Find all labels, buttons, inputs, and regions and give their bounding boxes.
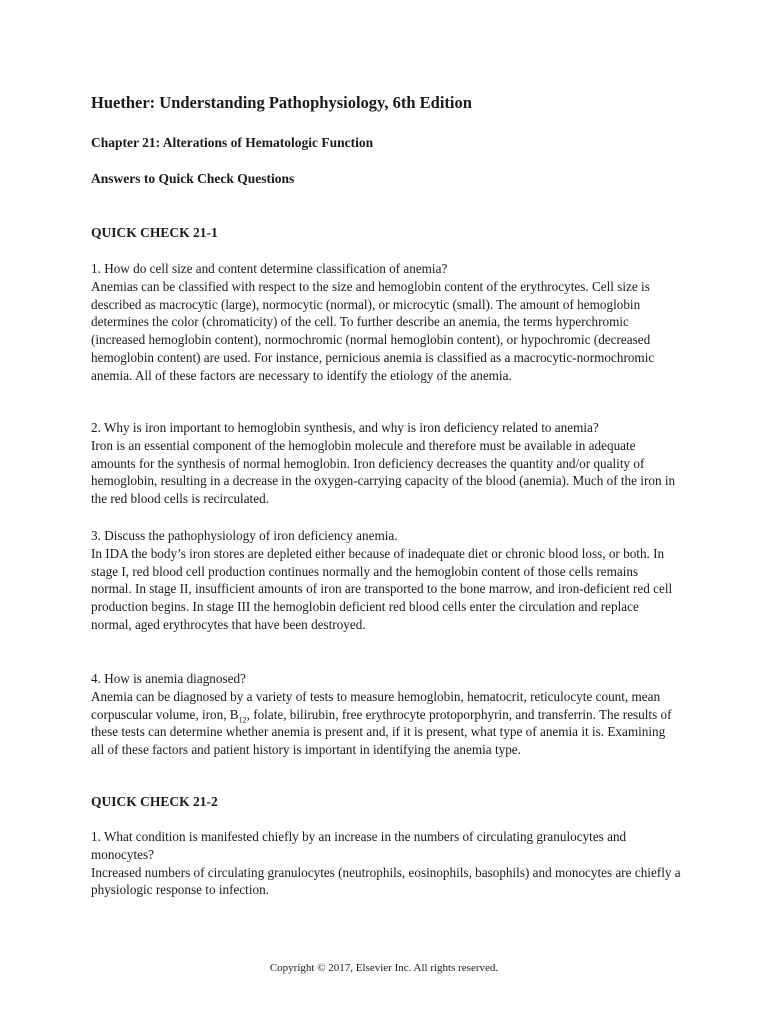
question-text: 4. How is anemia diagnosed? — [91, 671, 246, 686]
qa-item-21-2-1 — [91, 828, 681, 899]
question-text: 1. How do cell size and content determine classification of anemia? — [91, 261, 448, 276]
section-heading-21-1: QUICK CHECK 21-1 — [91, 225, 218, 240]
answer-text: Anemias can be classified with respect to the size and hemoglobin content of the erythrocytes. Cell size is described as macrocytic (large), normocytic (normal), or microcytic (small). The amount of hemoglobin determines the color (chromaticity) of the cell. To further describe an anemia, the terms hyperchromic (increased hemoglobin content), normochromic (normal hemoglobin content), or hypochromic (decreased hemoglobin content) are used. For instance, pernicious anemia is classified as a macrocytic-normochromic anemia. All of these factors are necessary to identify the etiology of the anemia. — [91, 278, 655, 383]
answer-text: Iron is an essential component of the hemoglobin molecule and therefore must be available in adequate amounts for the synthesis of normal hemoglobin. Iron deficiency decreases the quantity and/or quality of hemoglobin, resulting in a decrease in the oxygen-carrying capacity of the blood (anemia). Much of the iron in the red blood cells is recirculated. — [91, 437, 676, 507]
subscript-12: 12 — [238, 715, 247, 725]
answer-text — [91, 688, 681, 759]
answer-text-part: , folate, bilirubin, free erythrocyte protoporphyrin, and transferrin. The results of these tests can determine whether anemia is present and, if it is present, what type of anemia it is. Examining all of these factors and patient history is important in identifying the anemia type. — [91, 706, 672, 758]
answer-text-part: Anemia can be diagnosed by a variety of tests to measure hemoglobin, hematocrit, reticulocyte count, mean corpuscular volume, iron, B — [91, 688, 661, 722]
qa-item-21-1-2 — [91, 419, 681, 508]
question-text: 3. Discuss the pathophysiology of iron deficiency anemia. — [91, 528, 398, 543]
document-title: Huether: Understanding Pathophysiology, 6th Edition — [91, 93, 472, 112]
qa-item-21-1-1 — [91, 260, 681, 385]
copyright-footer: Copyright © 2017, Elsevier Inc. All rights reserved. — [269, 962, 499, 974]
answer-text: Increased numbers of circulating granulocytes (neutrophils, eosinophils, basophils) and monocytes are chiefly a physiologic response to infection. — [91, 864, 681, 898]
question-text: 2. Why is iron important to hemoglobin synthesis, and why is iron deficiency related to anemia? — [91, 420, 599, 435]
document-subtitle: Answers to Quick Check Questions — [91, 171, 295, 186]
answer-text: In IDA the body’s iron stores are depleted either because of inadequate diet or chronic blood loss, or both. In stage I, red blood cell production continues normally and the hemoglobin content of those cells remains normal. In stage II, insufficient amounts of iron are transported to the bone marrow, and iron-deficient red cell production begins. In stage III the hemoglobin deficient red blood cells enter the circulation and replace normal, aged erythrocytes that have been destroyed. — [91, 545, 673, 632]
chapter-title: Chapter 21: Alterations of Hematologic Function — [91, 135, 374, 150]
qa-item-21-1-4 — [91, 670, 681, 759]
question-text: 1. What condition is manifested chiefly by an increase in the numbers of circulating granulocytes and monocytes? — [91, 829, 627, 862]
section-heading-21-2: QUICK CHECK 21-2 — [91, 794, 218, 809]
qa-item-21-1-3 — [91, 527, 681, 634]
